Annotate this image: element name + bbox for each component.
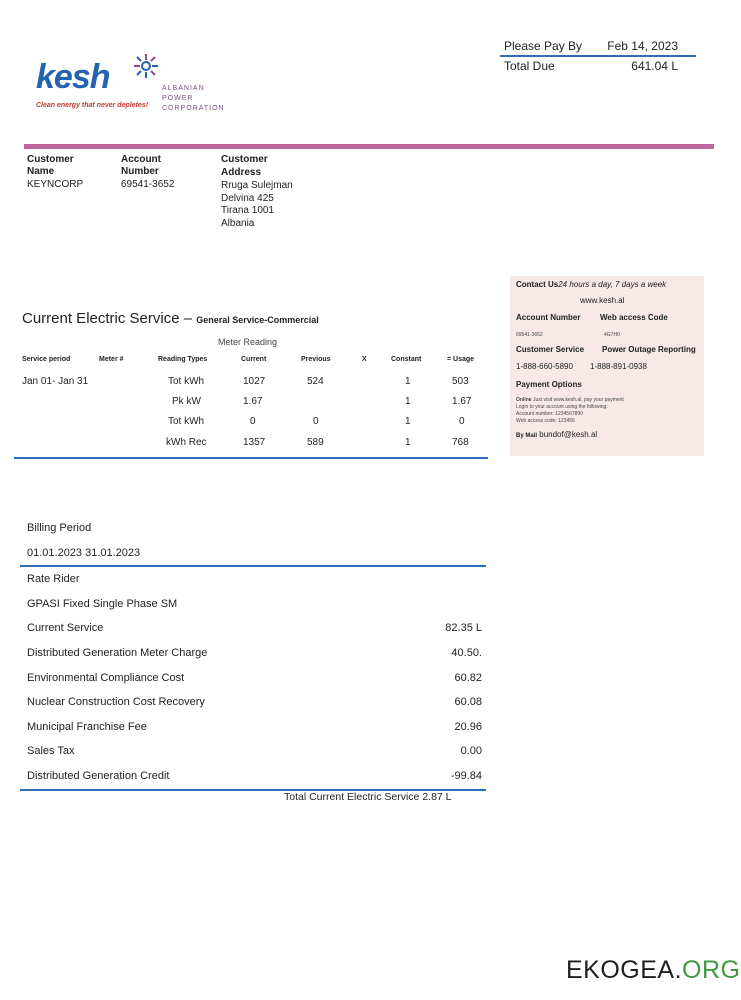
reading-type: Pk kW xyxy=(172,396,201,407)
charge-amount: -99.84 xyxy=(450,769,482,782)
sun-icon xyxy=(132,52,160,80)
account-number-block xyxy=(121,154,174,191)
current-reading: 1.67 xyxy=(243,396,263,407)
customer-service-phone[interactable]: 1-888-660-5890 xyxy=(516,362,573,371)
billing-period-value-row xyxy=(20,541,486,566)
contact-box xyxy=(510,276,704,456)
mail-address[interactable]: bundof@kesh.al xyxy=(539,430,598,439)
account-number-value: 69541-3652 xyxy=(516,332,543,338)
outage-label: Power Outage Reporting xyxy=(602,345,696,354)
service-subtitle: General Service-Commercial xyxy=(196,315,319,325)
charge-label: Nuclear Construction Cost Recovery xyxy=(27,696,205,709)
charge-amount: 60.82 xyxy=(454,671,482,684)
billing-period-label-row xyxy=(20,516,486,541)
logo-wordmark: kesh xyxy=(36,58,110,96)
column-header: Previous xyxy=(301,356,331,363)
address-line: Delvina 425 xyxy=(221,192,274,204)
charge-row xyxy=(20,764,486,789)
account-number-value: 69541-3652 xyxy=(121,179,175,190)
account-number-label: Account Number xyxy=(516,313,581,322)
total-value: 2.87 L xyxy=(422,791,452,803)
online-label: Online xyxy=(516,397,532,403)
billing-period-value: 01.01.2023 31.01.2023 xyxy=(27,546,141,559)
account-number-label: Number xyxy=(121,166,159,177)
corp-line: ALBANIAN xyxy=(162,85,205,92)
total-label: Total Current Electric Service xyxy=(284,791,420,803)
reading-type: kWh Rec xyxy=(166,437,207,448)
web-access-value: 4G7H0 xyxy=(604,332,620,338)
corp-line: CORPORATION xyxy=(162,105,225,112)
column-header: Meter # xyxy=(99,356,124,363)
total-due-amount: 641.04 L xyxy=(631,59,678,73)
outage-phone[interactable]: 1-888-891-0938 xyxy=(590,362,647,371)
address-line: Rruga Sulejman xyxy=(221,180,293,191)
charge-amount: 0.00 xyxy=(460,745,482,758)
constant: 1 xyxy=(405,416,411,427)
previous-reading: 589 xyxy=(307,437,324,448)
customer-service-label: Customer Service xyxy=(516,345,585,354)
pay-by-date: Feb 14, 2023 xyxy=(607,39,678,53)
customer-address-label: Customer xyxy=(221,154,268,165)
usage: 1.67 xyxy=(452,396,472,407)
logo-corporation xyxy=(162,84,225,114)
charge-label: Environmental Compliance Cost xyxy=(27,671,185,684)
charge-amount: 40.50. xyxy=(451,646,482,659)
rate-rider-label-row xyxy=(20,567,486,592)
column-header: Constant xyxy=(391,356,422,363)
web-access-label: Web access Code xyxy=(600,313,668,322)
charge-row xyxy=(20,616,486,641)
service-period: Jan 01- Jan 31 xyxy=(22,376,89,387)
address-line: Albania xyxy=(221,217,255,229)
reading-type: Tot kWh xyxy=(168,376,205,387)
website-link[interactable]: www.kesh.al xyxy=(580,296,625,305)
customer-name-label: Customer xyxy=(27,154,74,165)
contact-heading xyxy=(516,280,666,289)
billing-section xyxy=(20,516,486,791)
logo-tagline: Clean energy that never depletes! xyxy=(36,102,149,109)
contact-heading-label: Contact Us xyxy=(516,280,559,289)
charge-label: Sales Tax xyxy=(27,745,75,758)
usage: 0 xyxy=(459,416,465,427)
customer-name-label: Name xyxy=(27,166,55,177)
watermark-tld: ORG xyxy=(682,956,741,984)
customer-address-label: Address xyxy=(221,166,262,178)
service-title xyxy=(22,310,319,327)
customer-address-block xyxy=(221,154,293,230)
column-header: = Usage xyxy=(447,356,475,363)
charge-row xyxy=(20,715,486,740)
total-due-label: Total Due xyxy=(504,59,555,73)
billing-period-label: Billing Period xyxy=(27,522,92,534)
customer-name-value: KEYNCORP xyxy=(27,179,84,190)
charge-amount: 60.08 xyxy=(454,696,482,709)
pay-by-label: Please Pay By xyxy=(504,39,583,53)
charge-row xyxy=(20,739,486,764)
watermark xyxy=(566,956,741,985)
divider xyxy=(14,457,488,459)
account-number-label: Account xyxy=(121,154,161,165)
charge-row xyxy=(20,666,486,691)
payment-summary xyxy=(500,38,696,74)
online-instructions: Login to your account using the following: xyxy=(516,404,608,410)
contact-hours: 24 hours a day, 7 days a week xyxy=(558,280,667,289)
charge-label: Distributed Generation Credit xyxy=(27,769,170,782)
rate-rider-label: Rate Rider xyxy=(27,573,80,586)
rate-rider-value: GPASI Fixed Single Phase SM xyxy=(27,597,178,610)
previous-reading: 524 xyxy=(307,376,324,387)
payment-options-label: Payment Options xyxy=(516,380,582,389)
online-code: Web access code: 123456 xyxy=(516,418,575,424)
header-divider xyxy=(24,144,714,149)
kesh-logo xyxy=(36,58,246,118)
mail-label: By Mail xyxy=(516,433,538,439)
charge-label: Current Service xyxy=(27,622,104,635)
usage: 503 xyxy=(452,376,469,387)
current-reading: 0 xyxy=(250,416,256,427)
reading-type: Tot kWh xyxy=(168,416,205,427)
mail-payment xyxy=(516,430,597,439)
charge-row xyxy=(20,641,486,666)
service-title-text: Current Electric Service – xyxy=(22,310,193,327)
corp-line: POWER xyxy=(162,95,194,102)
column-header: Current xyxy=(241,356,267,363)
constant: 1 xyxy=(405,437,411,448)
total-due-row xyxy=(500,58,696,74)
total-service xyxy=(284,791,452,803)
constant: 1 xyxy=(405,376,411,387)
charge-row xyxy=(20,690,486,715)
pay-by-row xyxy=(500,38,696,54)
current-reading: 1027 xyxy=(243,376,266,387)
divider xyxy=(500,55,696,57)
column-header: X xyxy=(362,356,367,363)
current-reading: 1357 xyxy=(243,437,266,448)
charge-amount: 82.35 L xyxy=(445,622,482,635)
previous-reading: 0 xyxy=(313,416,319,427)
charge-label: Municipal Franchise Fee xyxy=(27,720,147,733)
customer-name-block xyxy=(27,154,83,191)
online-payment-text xyxy=(516,397,624,403)
rate-rider-value-row xyxy=(20,592,486,617)
address-line: Tirana 1001 xyxy=(221,205,274,216)
constant: 1 xyxy=(405,396,411,407)
watermark-brand: EKOGEA. xyxy=(566,956,683,984)
usage: 768 xyxy=(452,437,469,448)
online-text: Just visit www.kesh.al, pay your payment xyxy=(532,397,624,403)
charge-label: Distributed Generation Meter Charge xyxy=(27,646,208,659)
column-header: Reading Types xyxy=(158,356,208,363)
online-account: Account number: 1234567890 xyxy=(516,411,583,417)
charge-amount: 20.96 xyxy=(454,720,482,733)
meter-reading-title: Meter Reading xyxy=(218,337,278,347)
column-header: Service period xyxy=(22,356,71,363)
